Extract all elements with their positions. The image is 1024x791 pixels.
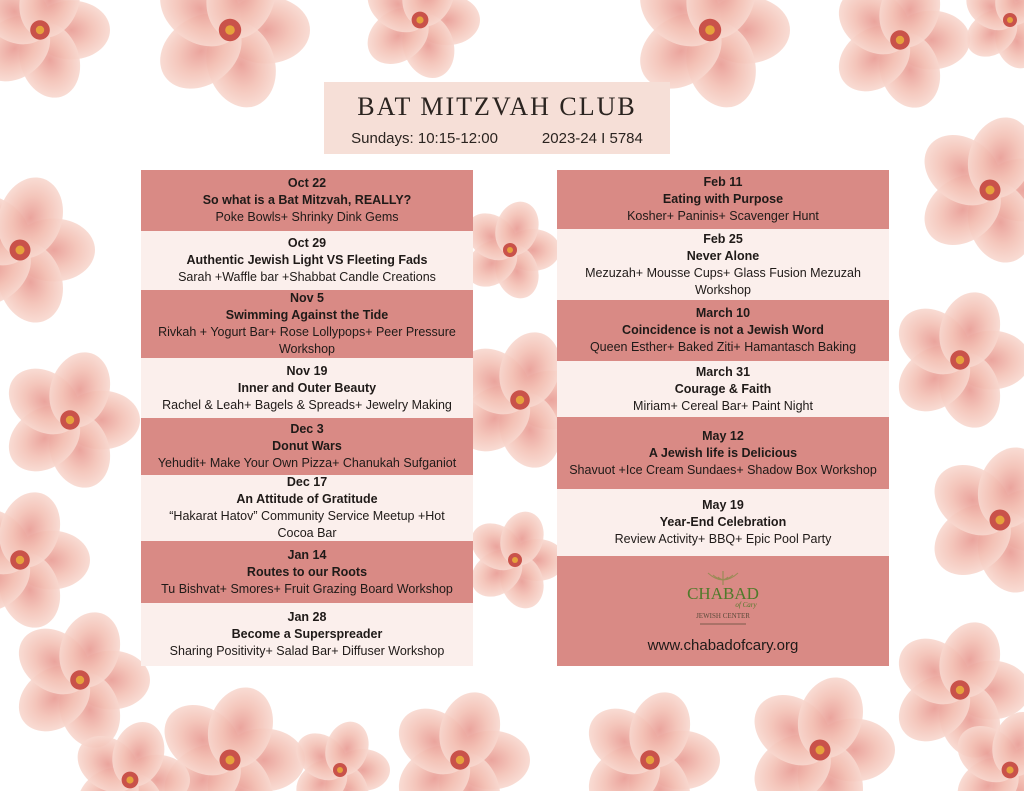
session-row [141,603,473,666]
session-topic: Inner and Outer Beauty [237,380,377,395]
session-topic: An Attitude of Gratitude [236,492,378,506]
session-date: Feb 11 [703,175,743,189]
session-topic: Authentic Jewish Light VS Fleeting Fads [186,253,428,267]
flower-icon [0,169,95,331]
session-row [557,300,889,361]
session-topic: Year-End Celebration [659,515,787,529]
flower-icon [921,439,1024,601]
session-activities: Review Activity+ BBQ+ Epic Pool Party [614,532,832,546]
session-activities: Queen Esther+ Baked Ziti+ Hamantasch Baking [589,340,857,354]
session-activities: Mezuzah+ Mousse Cups+ Glass Fusion Mezuzah Workshop [585,265,861,297]
session-date: Oct 22 [287,176,327,190]
session-activities: Rachel & Leah+ Bagels & Spreads+ Jewelry Making [162,397,452,412]
flower-icon [146,0,310,116]
session-activities: Shavuot +Ice Cream Sundaes+ Shadow Box Workshop [569,462,877,477]
session-row [557,417,889,489]
schedule-left-column [141,170,473,666]
session-topic: Never Alone [686,248,760,263]
flower-icon [462,506,565,614]
website-url[interactable]: www.chabadofcary.org [647,636,799,654]
session-topic: Become a Superspreader [231,627,383,641]
session-row [557,361,889,417]
session-activities: Poke Bowls+ Shrinky Dink Gems [215,210,399,224]
logo-sub: of Cary [735,600,757,609]
session-date: Oct 29 [287,236,327,250]
title-banner [324,82,670,154]
schedule-right-column [557,170,889,666]
flower-icon [886,284,1024,435]
session-activities: Kosher+ Paninis+ Scavenger Hunt [627,209,819,223]
session-row [141,231,473,290]
session-activities: Miriam+ Cereal Bar+ Paint Night [633,398,813,413]
session-row [141,475,473,541]
logo-name: CHABAD [687,583,759,603]
session-row [141,358,473,418]
session-row [141,541,473,603]
year-text: 2023-24 I 5784 [541,130,643,147]
flower-icon [0,0,110,106]
flower-icon [386,684,530,791]
chabad-logo [680,569,766,629]
session-topic: Coincidence is not a Jewish Word [622,323,824,337]
session-row [557,170,889,229]
session-date: May 19 [702,498,744,512]
flower-icon [287,716,390,791]
flower-icon [0,484,90,635]
session-date: Nov 19 [286,363,328,378]
session-activities: Rivkah + Yogurt Bar+ Rose Lollypops+ Peer Pressure Workshop [158,325,456,356]
session-topic: Eating with Purpose [662,192,784,206]
session-activities: Yehudit+ Make Your Own Pizza+ Chanukah Sufganiot [157,456,457,470]
session-topic: Donut Wars [272,439,342,453]
session-topic: A Jewish life is Delicious [648,445,798,460]
session-date: Dec 3 [290,422,324,436]
flower-icon [957,0,1024,74]
session-date: Dec 17 [286,475,328,489]
flower-icon [0,344,140,495]
flower-icon [826,0,970,116]
flower-icon [741,669,895,791]
footer-panel [557,556,889,666]
logo-center-text: JEWISH CENTER [696,611,750,620]
page-title: BAT MITZVAH CLUB [357,92,637,121]
menorah-icon [708,571,738,585]
session-row [557,229,889,300]
session-row [141,290,473,358]
flower-icon [911,109,1024,271]
session-activities: Tu Bishvat+ Smores+ Fruit Grazing Board Workshop [161,581,453,596]
session-date: March 10 [695,306,751,320]
session-date: Nov 5 [289,291,325,305]
session-date: Jan 28 [287,610,327,624]
session-date: Feb 25 [703,231,743,246]
session-date: March 31 [695,364,751,379]
schedule-text: Sundays: 10:15-12:00 [351,130,498,147]
flower-icon [357,0,480,85]
session-topic: So what is a Bat Mitzvah, REALLY? [202,193,412,207]
session-row [557,489,889,556]
session-activities: Sharing Positivity+ Salad Bar+ Diffuser Workshop [169,644,445,658]
session-row [141,418,473,475]
session-activities: Sarah +Waffle bar +Shabbat Candle Creations [178,270,436,284]
flower-icon [576,684,720,791]
session-date: May 12 [702,428,744,443]
session-topic: Routes to our Roots [246,564,368,579]
session-topic: Swimming Against the Tide [225,308,389,322]
session-activities: “Hakarat Hatov” Community Service Meetup +Hot Cocoa Bar [169,509,445,540]
session-date: Jan 14 [287,547,327,562]
session-row [141,170,473,231]
session-topic: Courage & Faith [674,381,772,396]
